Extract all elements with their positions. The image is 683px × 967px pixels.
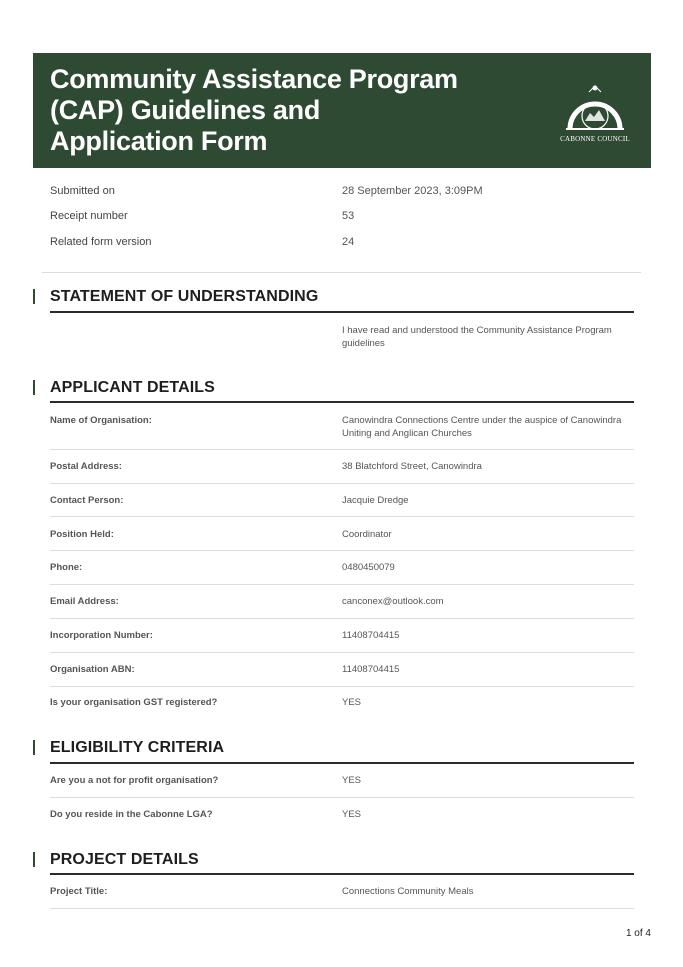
section-rule	[50, 873, 634, 875]
field-value: YES	[342, 697, 362, 708]
field-value: YES	[342, 775, 362, 786]
statement-text: I have read and understood the Community Assistance Program guidelines	[342, 325, 612, 349]
document-title	[50, 64, 520, 157]
section-marker	[33, 740, 35, 755]
meta-row-form-version	[50, 236, 640, 256]
section-title-eligibility: ELIGIBILITY CRITERIA	[50, 739, 225, 756]
meta-value: 28 September 2023, 3:09PM	[342, 185, 483, 197]
row-divider	[50, 516, 634, 517]
title-line-1: Community Assistance Program	[50, 64, 458, 94]
row-divider	[50, 618, 634, 619]
row-divider	[50, 652, 634, 653]
field-label: Organisation ABN:	[50, 664, 135, 675]
meta-label: Related form version	[50, 236, 152, 248]
section-marker	[33, 852, 35, 867]
section-marker	[33, 380, 35, 395]
field-value: Jacquie Dredge	[342, 495, 409, 506]
meta-divider	[42, 272, 641, 273]
field-value: YES	[342, 809, 362, 820]
row-divider	[50, 584, 634, 585]
field-label: Is your organisation GST registered?	[50, 697, 218, 708]
section-rule	[50, 762, 634, 764]
field-label: Email Address:	[50, 596, 119, 607]
meta-row-receipt	[50, 210, 640, 230]
page-number: 1 of 4	[625, 928, 651, 939]
field-label: Are you a not for profit organisation?	[50, 775, 219, 786]
section-rule	[50, 311, 634, 313]
title-line-2: (CAP) Guidelines and	[50, 95, 321, 125]
meta-label: Submitted on	[50, 185, 115, 197]
field-label: Project Title:	[50, 886, 108, 897]
section-title-applicant: APPLICANT DETAILS	[50, 379, 215, 396]
field-label: Position Held:	[50, 529, 114, 540]
section-marker	[33, 289, 35, 304]
document-header	[33, 53, 651, 168]
field-label: Name of Organisation:	[50, 415, 152, 426]
logo-text: CABONNE COUNCIL	[560, 135, 630, 143]
field-value: Coordinator	[342, 529, 392, 540]
field-value: 11408704415	[342, 664, 400, 675]
row-divider	[50, 449, 634, 450]
field-label: Do you reside in the Cabonne LGA?	[50, 809, 213, 820]
field-label: Postal Address:	[50, 461, 122, 472]
field-value: Connections Community Meals	[342, 886, 474, 897]
section-title-project: PROJECT DETAILS	[50, 851, 199, 868]
field-value: 0480450079	[342, 562, 395, 573]
section-rule	[50, 401, 634, 403]
meta-value: 53	[342, 210, 355, 222]
field-label: Contact Person:	[50, 495, 124, 506]
field-value: Canowindra Connections Centre under the auspice of Canowindra Uniting and Anglican Churches	[342, 415, 622, 439]
field-value: 38 Blatchford Street, Canowindra	[342, 461, 482, 472]
field-label: Incorporation Number:	[50, 630, 153, 641]
title-line-3: Application Form	[50, 126, 268, 156]
meta-label: Receipt number	[50, 210, 128, 222]
section-title-statement: STATEMENT OF UNDERSTANDING	[50, 288, 319, 305]
meta-row-submitted	[50, 185, 640, 205]
council-logo	[556, 81, 634, 143]
meta-value: 24	[342, 236, 355, 248]
council-crest-icon	[556, 81, 634, 133]
row-divider	[50, 908, 634, 909]
field-value: 11408704415	[342, 630, 400, 641]
field-value: canconex@outlook.com	[342, 596, 444, 607]
row-divider	[50, 550, 634, 551]
field-label: Phone:	[50, 562, 83, 573]
row-divider	[50, 483, 634, 484]
row-divider	[50, 797, 634, 798]
row-divider	[50, 686, 634, 687]
